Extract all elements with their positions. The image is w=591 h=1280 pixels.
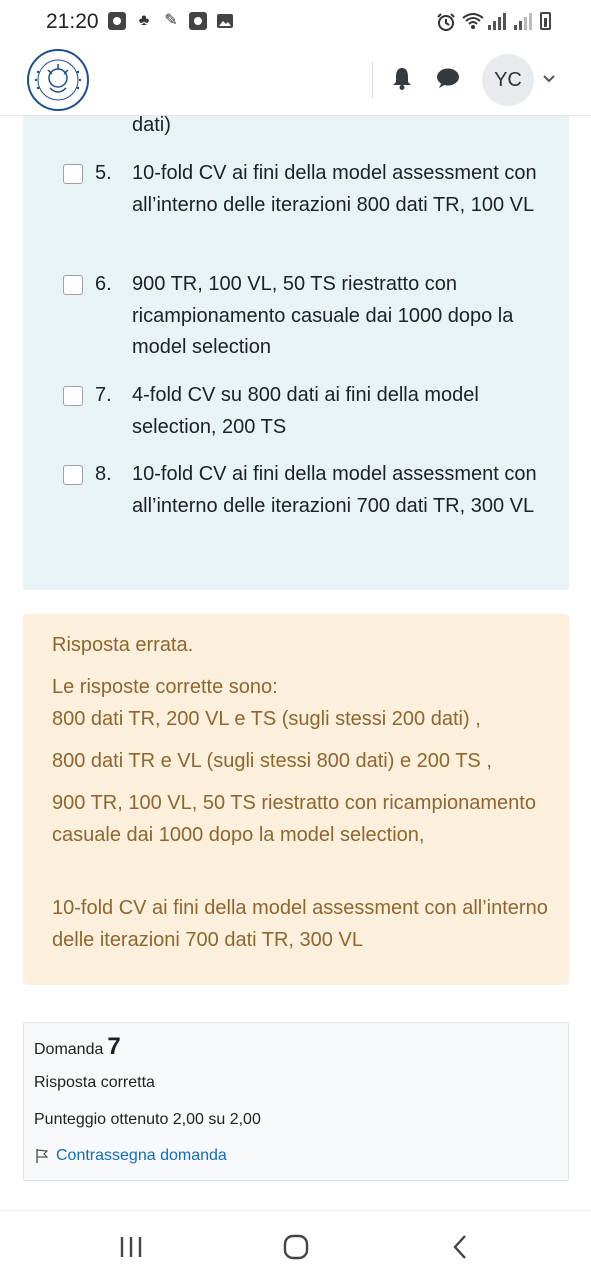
university-seal-logo[interactable] — [26, 48, 90, 112]
option-checkbox[interactable] — [63, 164, 83, 184]
flag-icon — [34, 1148, 50, 1164]
signal-icon — [488, 12, 506, 30]
option-text: 10-fold CV ai fini della model assessment con all’interno delle iterazioni 700 dati TR, 300 VL — [132, 463, 537, 517]
question-status: Risposta corretta — [34, 1074, 155, 1091]
back-icon[interactable] — [446, 1233, 476, 1261]
signal-icon — [514, 12, 532, 30]
alarm-icon — [436, 12, 454, 30]
option-text: 10-fold CV ai fini della model assessment con all’interno delle iterazioni 800 dati TR, 100 VL — [132, 162, 537, 216]
user-avatar[interactable] — [482, 54, 534, 106]
correct-answer: 900 TR, 100 VL, 50 TS riestratto con ricampionamento casuale dai 1000 dopo la model selection, — [52, 792, 536, 846]
correct-answer: 800 dati TR e VL (sugli stessi 800 dati) e 200 TS , — [52, 750, 492, 772]
option-checkbox[interactable] — [63, 465, 83, 485]
notification-icon: ♣ — [138, 12, 150, 29]
correct-answer: 800 dati TR, 200 VL e TS (sugli stessi 200 dati) , — [52, 708, 481, 730]
wifi-icon — [462, 12, 480, 30]
system-nav-bar — [0, 1210, 591, 1280]
screen-record-icon — [108, 12, 126, 30]
option-number: 7. — [95, 384, 112, 406]
battery-icon — [540, 12, 551, 30]
option-number: 8. — [95, 463, 112, 485]
chevron-down-icon[interactable] — [542, 72, 556, 86]
option-text: 900 TR, 100 VL, 50 TS riestratto con ricampionamento casuale dai 1000 dopo la model selection — [132, 273, 514, 358]
media-icon — [189, 12, 207, 30]
option-checkbox[interactable] — [63, 386, 83, 406]
status-time: 21:20 — [46, 10, 99, 33]
question-number-label — [34, 1033, 121, 1061]
option-checkbox[interactable] — [63, 275, 83, 295]
feedback-box — [23, 614, 569, 985]
feedback-intro: Le risposte corrette sono: — [52, 676, 278, 698]
question-score: Punteggio ottenuto 2,00 su 2,00 — [34, 1111, 261, 1128]
messages-chat-icon[interactable] — [436, 68, 460, 90]
question-label: Domanda — [34, 1041, 104, 1058]
recent-apps-icon[interactable] — [116, 1233, 146, 1261]
correct-answer: 10-fold CV ai fini della model assessment con all’interno delle iterazioni 700 dati TR, 300 VL — [52, 897, 548, 951]
option-number: 5. — [95, 162, 112, 184]
app-header — [0, 44, 591, 116]
status-left-icons — [108, 12, 234, 30]
question-number: 7 — [107, 1033, 121, 1060]
question-options-panel — [23, 116, 569, 590]
option-continued-text: dati) — [132, 114, 171, 136]
question-info-card — [23, 1022, 569, 1181]
status-bar — [0, 0, 591, 44]
status-right-icons — [436, 12, 551, 30]
option-number: 6. — [95, 273, 112, 295]
avatar-initials: YC — [494, 68, 522, 91]
header-divider — [372, 62, 373, 98]
gallery-icon — [216, 12, 234, 30]
flag-question-link[interactable] — [34, 1147, 227, 1165]
option-text: 4-fold CV su 800 dati ai fini della model selection, 200 TS — [132, 384, 479, 438]
flag-question-label[interactable]: Contrassegna domanda — [56, 1147, 227, 1164]
feedback-verdict: Risposta errata. — [52, 634, 194, 656]
magic-icon: ✎ — [164, 12, 178, 29]
notifications-bell-icon[interactable] — [392, 66, 412, 90]
home-icon[interactable] — [281, 1233, 311, 1261]
